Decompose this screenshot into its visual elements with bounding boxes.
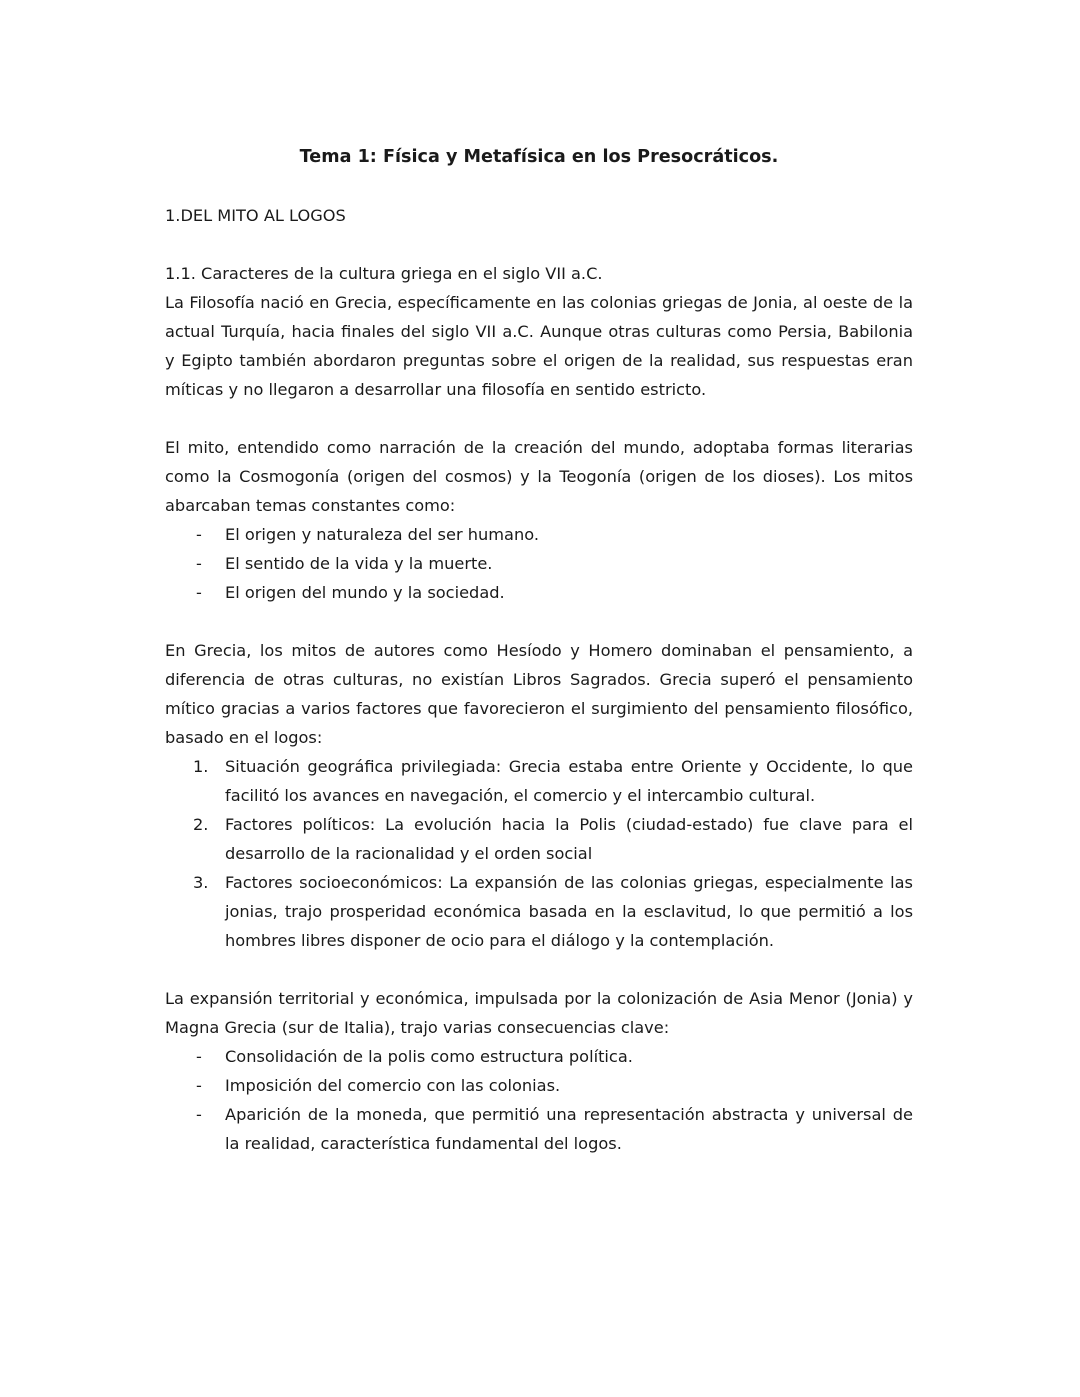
list-marker: - (196, 525, 202, 544)
list-item-text: El origen y naturaleza del ser humano. (225, 525, 539, 544)
list-item (165, 752, 913, 810)
myth-themes-list (165, 520, 913, 607)
list-item-text: Imposición del comercio con las colonias. (225, 1076, 561, 1095)
list-item (165, 1100, 913, 1158)
list-item (165, 810, 913, 868)
spacer (165, 404, 913, 433)
list-item (165, 578, 913, 607)
list-marker: - (196, 1105, 202, 1124)
list-marker: - (196, 554, 202, 573)
document-page (165, 143, 913, 1158)
paragraph-myth-definition: El mito, entendido como narración de la creación del mundo, adoptaba formas literarias como la Cosmogonía (origen del cosmos) y la Teogonía (origen de los dioses). Los mitos abarcaban temas constantes como: (165, 438, 913, 515)
list-item (165, 1071, 913, 1100)
list-marker: 3. (193, 873, 209, 892)
spacer (165, 607, 913, 636)
list-marker: - (196, 1047, 202, 1066)
list-item-text: El origen del mundo y la sociedad. (225, 583, 505, 602)
list-marker: 1. (193, 757, 209, 776)
spacer (165, 955, 913, 984)
list-item (165, 549, 913, 578)
list-marker: - (196, 1076, 202, 1095)
paragraph-origin-philosophy: La Filosofía nació en Grecia, específicamente en las colonias griegas de Jonia, al oeste de la actual Turquía, hacia finales del siglo VII a.C. Aunque otras culturas como Persia, Babilonia y Egipto también abordaron preguntas sobre el origen de la realidad, sus respuestas eran míticas y no llegaron a desarrollar una filosofía en sentido estricto. (165, 293, 913, 399)
list-marker: 2. (193, 815, 209, 834)
list-item-text: Consolidación de la polis como estructura política. (225, 1047, 633, 1066)
subsection-heading: 1.1. Caracteres de la cultura griega en el siglo VII a.C. (165, 264, 603, 283)
list-item (165, 1042, 913, 1071)
greek-factors-list (165, 752, 913, 955)
list-marker: - (196, 583, 202, 602)
list-item (165, 520, 913, 549)
list-item-text: Aparición de la moneda, que permitió una representación abstracta y universal de la realidad, característica fundamental del logos. (225, 1105, 913, 1153)
list-item-text: Factores socioeconómicos: La expansión de las colonias griegas, especialmente las jonias, trajo prosperidad económica basada en la esclavitud, lo que permitió a los hombres libres disponer de ocio para el diálogo y la contemplación. (225, 873, 913, 950)
section-heading: 1.DEL MITO AL LOGOS (165, 206, 346, 225)
list-item-text: El sentido de la vida y la muerte. (225, 554, 493, 573)
document-title: Tema 1: Física y Metafísica en los Presocráticos. (299, 147, 779, 167)
consequences-list (165, 1042, 913, 1158)
list-item-text: Factores políticos: La evolución hacia la Polis (ciudad-estado) fue clave para el desarrollo de la racionalidad y el orden social (225, 815, 913, 863)
paragraph-greek-factors: En Grecia, los mitos de autores como Hesíodo y Homero dominaban el pensamiento, a diferencia de otras culturas, no existían Libros Sagrados. Grecia superó el pensamiento mítico gracias a varios factores que favorecieron el surgimiento del pensamiento filosófico, basado en el logos: (165, 641, 913, 747)
list-item-text: Situación geográfica privilegiada: Grecia estaba entre Oriente y Occidente, lo que facilitó los avances en navegación, el comercio y el intercambio cultural. (225, 757, 913, 805)
list-item (165, 868, 913, 955)
paragraph-expansion: La expansión territorial y económica, impulsada por la colonización de Asia Menor (Jonia) y Magna Grecia (sur de Italia), trajo varias consecuencias clave: (165, 989, 913, 1037)
